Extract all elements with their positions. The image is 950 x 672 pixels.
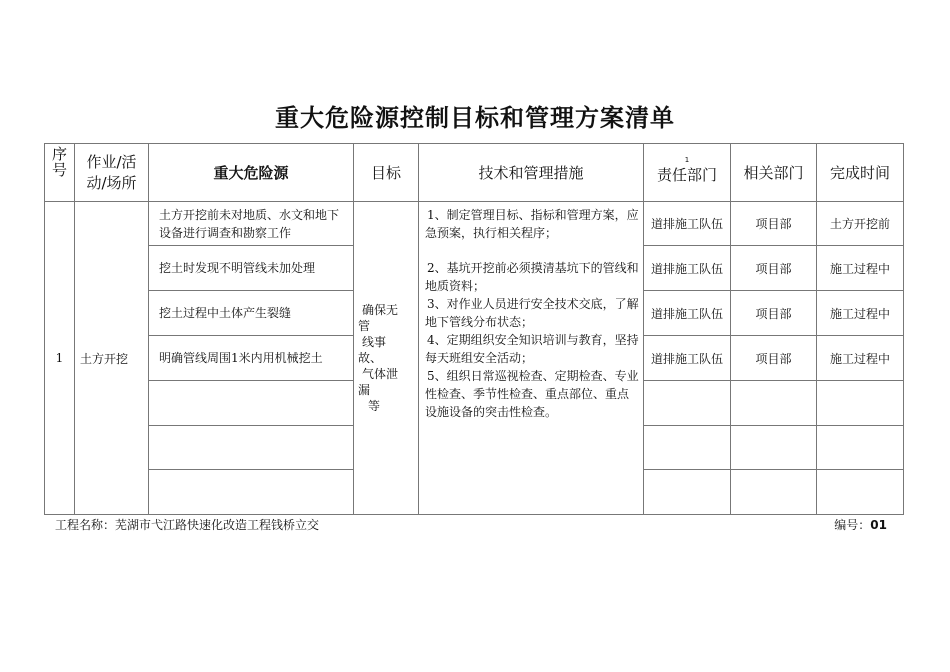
responsible-cell: 道排施工队伍 — [644, 336, 731, 381]
responsible-cell-empty — [644, 426, 731, 470]
goal-line: 漏 — [358, 383, 371, 397]
time-cell-empty — [817, 381, 904, 426]
row-seq: 1 — [45, 202, 75, 515]
goal-line: 等 — [368, 399, 381, 413]
header-activity-line1: 作业/活 — [86, 152, 137, 171]
header-row — [45, 144, 904, 202]
document-number-label: 编号： — [834, 518, 871, 532]
time-cell-empty — [817, 470, 904, 515]
header-measures: 技术和管理措施 — [419, 144, 644, 202]
row-activity: 土方开挖 — [75, 202, 149, 515]
responsible-cell: 道排施工队伍 — [644, 246, 731, 291]
time-cell: 施工过程中 — [817, 336, 904, 381]
hazard-cell-empty — [149, 426, 354, 470]
goal-line: 确保无 — [362, 303, 399, 317]
measure-item: 5、组织日常巡视检查、定期检查、专业性检查、季节性检查、重点部位、重点设施设备的突击性检查。 — [425, 369, 639, 419]
hazard-cell: 挖土过程中土体产生裂缝 — [149, 291, 354, 336]
measure-item: 4、定期组织安全知识培训与教育，坚持每天班组安全活动； — [425, 333, 639, 365]
hazard-cell-empty — [149, 381, 354, 426]
hazard-cell: 土方开挖前未对地质、水文和地下设备进行调查和勘察工作 — [149, 202, 354, 246]
header-completion: 完成时间 — [817, 144, 904, 202]
responsible-cell-empty — [644, 470, 731, 515]
document-title: 重大危险源控制目标和管理方案清单 — [275, 104, 675, 132]
time-cell: 施工过程中 — [817, 291, 904, 336]
header-related: 相关部门 — [731, 144, 817, 202]
header-seq: 序号 — [45, 144, 75, 202]
header-hazard: 重大危险源 — [149, 144, 354, 202]
responsible-cell-empty — [644, 381, 731, 426]
header-responsible-mark: 1 — [684, 156, 690, 164]
measure-item: 1、制定管理目标、指标和管理方案，应急预案，执行相关程序； — [425, 208, 639, 240]
responsible-cell: 道排施工队伍 — [644, 291, 731, 336]
related-cell: 项目部 — [731, 336, 817, 381]
header-goal: 目标 — [354, 144, 419, 202]
goal-line: 管 — [358, 319, 371, 333]
header-responsible-label: 责任部门 — [656, 166, 717, 184]
header-responsible — [644, 144, 731, 202]
document-number — [834, 516, 887, 533]
goal-cell — [354, 202, 419, 515]
time-cell: 施工过程中 — [817, 246, 904, 291]
header-activity — [75, 144, 149, 202]
related-cell-empty — [731, 426, 817, 470]
related-cell-empty — [731, 381, 817, 426]
project-name: 工程名称：芜湖市弋江路快速化改造工程钱桥立交 — [55, 518, 320, 532]
time-cell-empty — [817, 426, 904, 470]
table-row — [45, 202, 904, 246]
hazard-control-table — [44, 143, 904, 515]
related-cell: 项目部 — [731, 291, 817, 336]
measure-item: 2、基坑开挖前必须摸清基坑下的管线和地质资料； — [425, 261, 639, 293]
measures-cell — [419, 202, 644, 515]
related-cell-empty — [731, 470, 817, 515]
goal-line: 气体泄 — [362, 367, 399, 381]
hazard-cell-empty — [149, 470, 354, 515]
hazard-cell: 挖土时发现不明管线未加处理 — [149, 246, 354, 291]
goal-line: 故、 — [358, 351, 383, 365]
hazard-cell: 明确管线周围1米内用机械挖土 — [149, 336, 354, 381]
time-cell: 土方开挖前 — [817, 202, 904, 246]
document-number-value: 01 — [870, 518, 887, 532]
goal-line: 线事 — [362, 335, 387, 349]
responsible-cell: 道排施工队伍 — [644, 202, 731, 246]
related-cell: 项目部 — [731, 246, 817, 291]
measure-item: 3、对作业人员进行安全技术交底，了解地下管线分布状态； — [425, 297, 639, 329]
related-cell: 项目部 — [731, 202, 817, 246]
header-activity-line2: 动/场所 — [86, 173, 137, 192]
